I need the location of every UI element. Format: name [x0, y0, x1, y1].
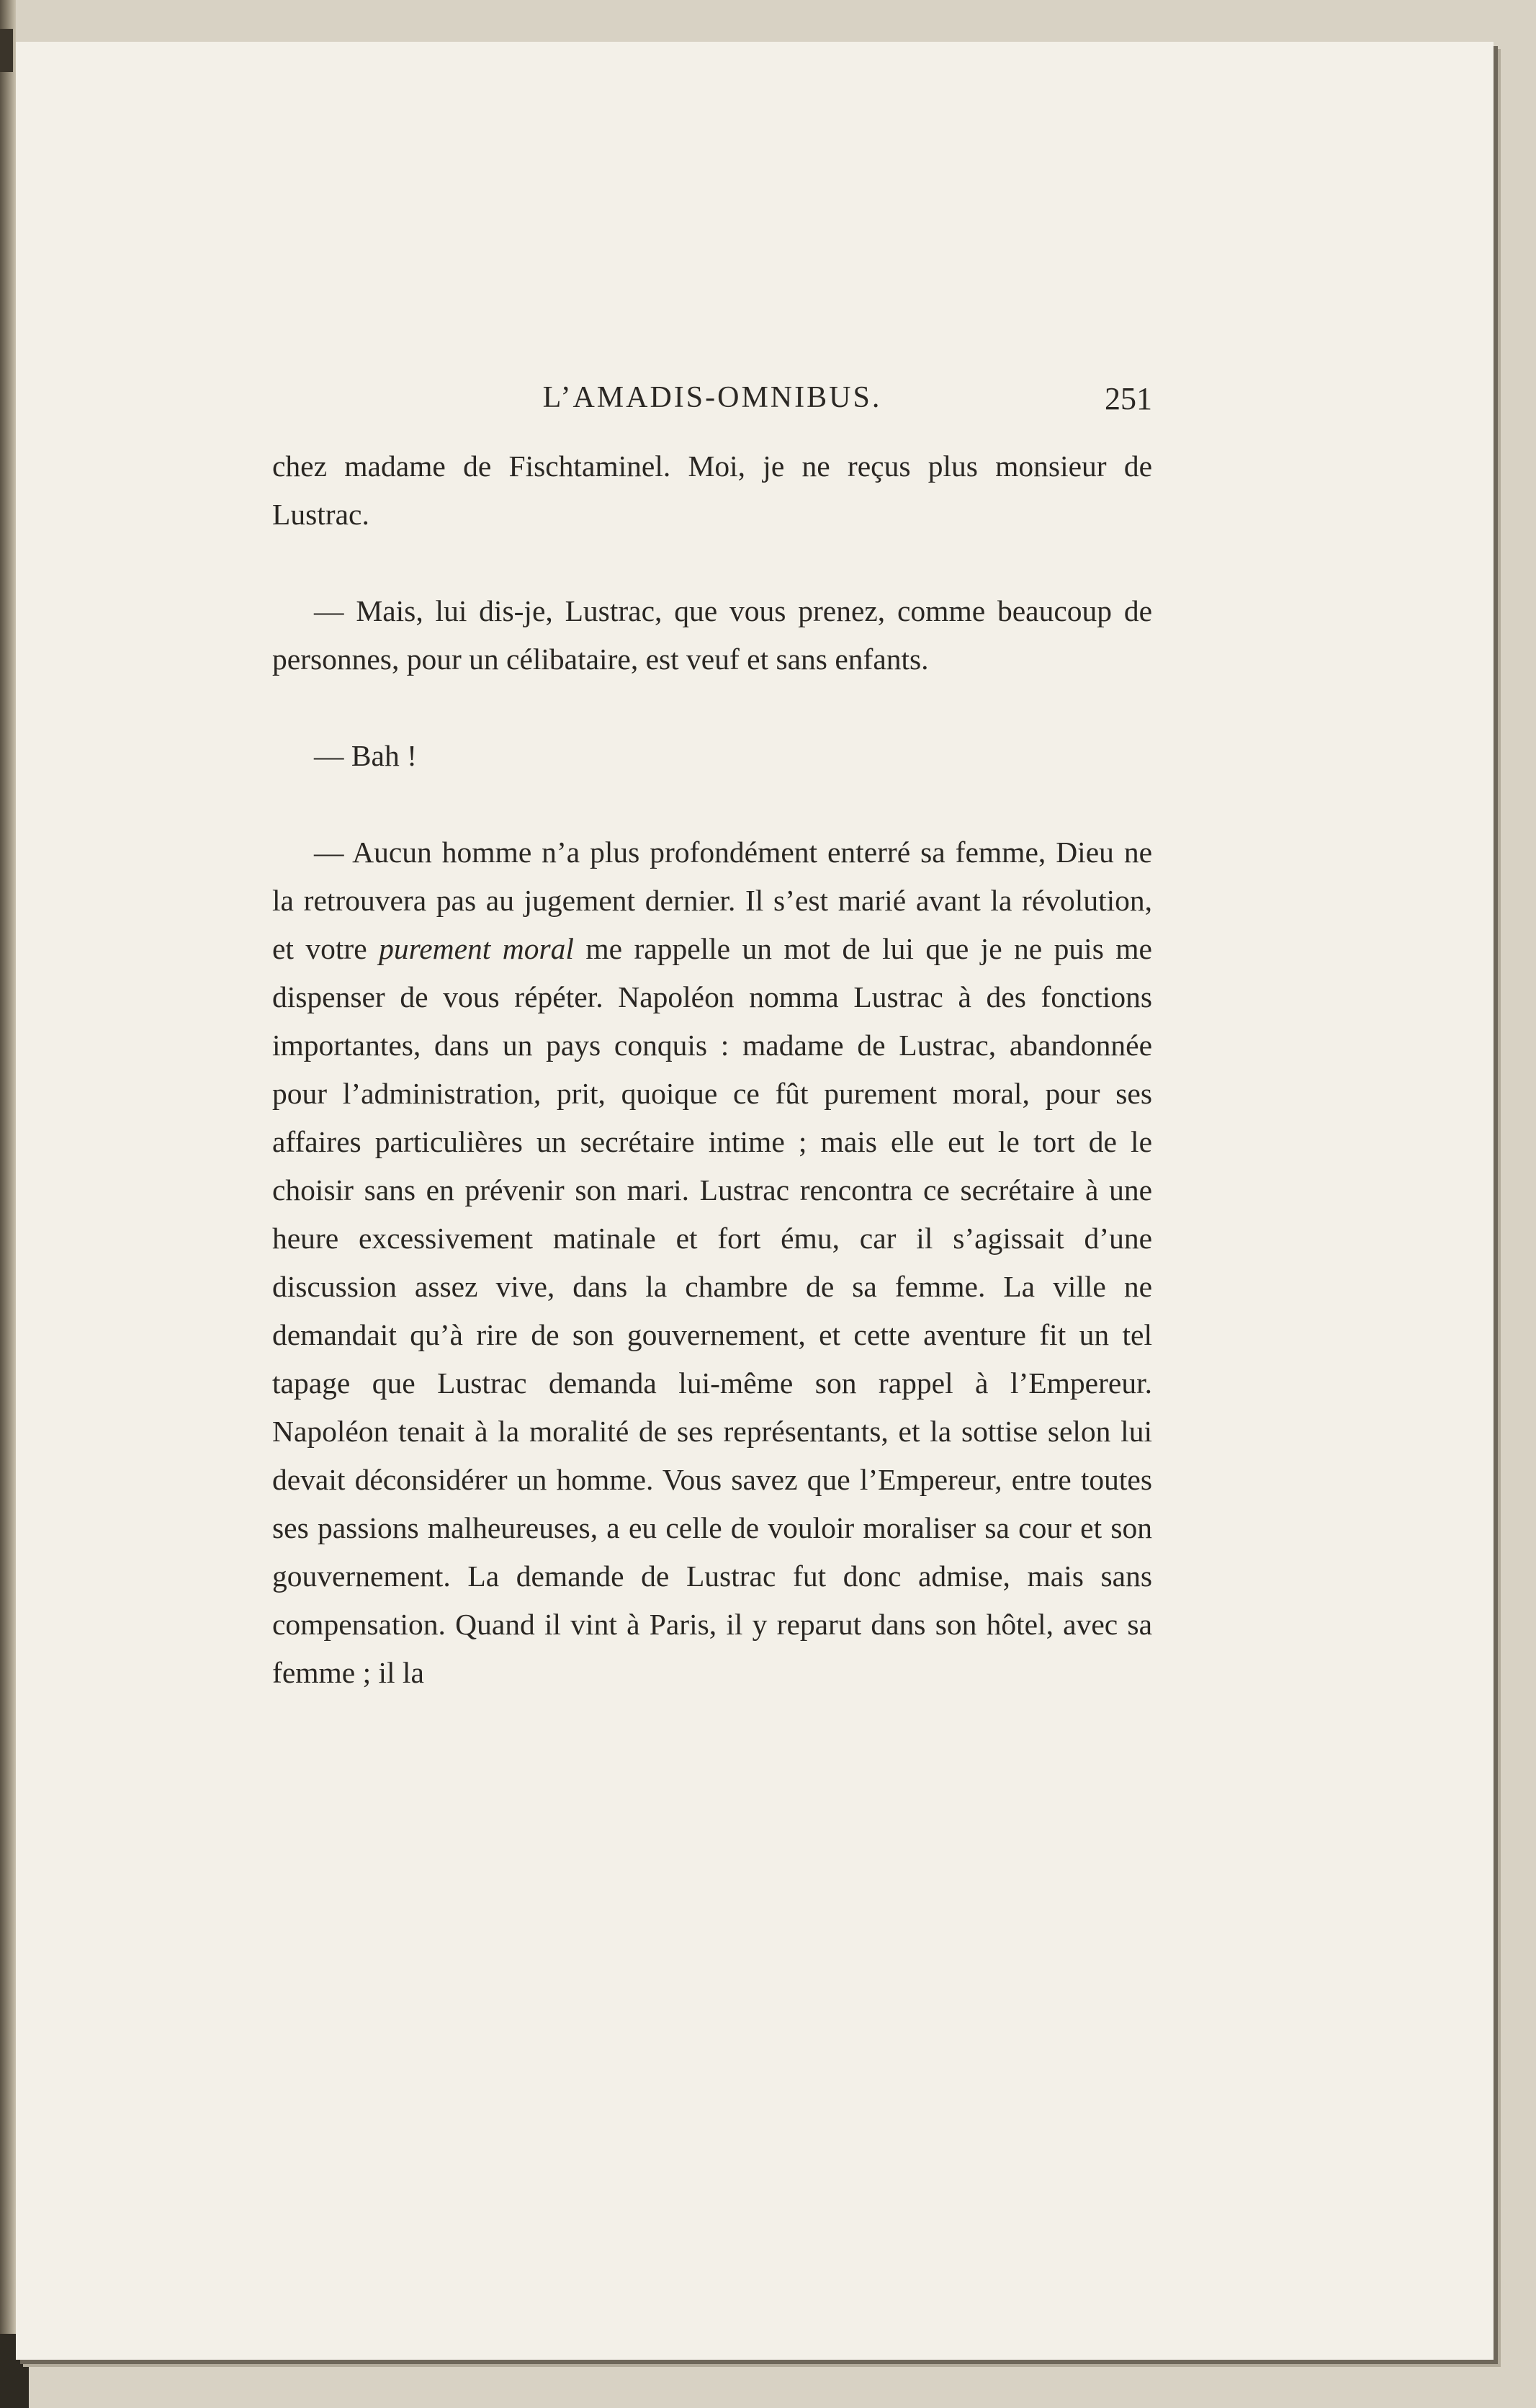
paragraph-4-before: — Aucun homme n’a plus profondément enterré sa femme, Dieu ne la retrouvera pas au jugement dernier. Il s’est marié avant la révolution, et votre	[272, 836, 1152, 965]
page-number: 251	[1105, 381, 1152, 416]
page-content	[272, 380, 1152, 1697]
running-head	[272, 380, 1152, 431]
paragraph-2: — Mais, lui dis-je, Lustrac, que vous prenez, comme beaucoup de personnes, pour un célibataire, est veuf et sans enfants.	[272, 594, 1152, 676]
paragraph-4	[272, 828, 1152, 1697]
binding-edge	[0, 0, 16, 2408]
paragraph-3: — Bah !	[314, 739, 417, 772]
running-title: L’AMADIS-OMNIBUS.	[542, 381, 882, 414]
book-page	[16, 42, 1494, 2360]
body-text	[272, 442, 1152, 1697]
paragraph-4-after: me rappelle un mot de lui que je ne puis me dispenser de vous répéter. Napoléon nomma Lustrac à des fonctions importantes, dans un pays conquis : madame de Lustrac, abandonnée pour l’administration, prit, quoique ce fût purement moral, pour ses affaires particulières un secrétaire intime ; mais elle eut le tort de le choisir sans en prévenir son mari. Lustrac rencontra ce secrétaire à une heure excessivement matinale et fort ému, car il s’agissait d’une discussion assez vive, dans la chambre de sa femme. La ville ne demandait qu’à rire de son gouvernement, et cette aventure fit un tel tapage que Lustrac demanda lui-même son rappel à l’Empereur. Napoléon tenait à la moralité de ses représentants, et la sottise selon lui devait déconsidérer un homme. Vous savez que l’Empereur, entre toutes ses passions malheureuses, a eu celle de vouloir moraliser sa cour et son gouvernement. La demande de Lustrac fut donc admise, mais sans compensation. Quand il vint à Paris, il y reparut dans son hôtel, avec sa femme ; il la	[272, 932, 1152, 1689]
paragraph-4-italic: purement moral	[379, 932, 574, 965]
binding-notch-top	[0, 29, 13, 72]
paragraph-1: chez madame de Fischtaminel. Moi, je ne reçus plus monsieur de Lustrac.	[272, 449, 1152, 531]
